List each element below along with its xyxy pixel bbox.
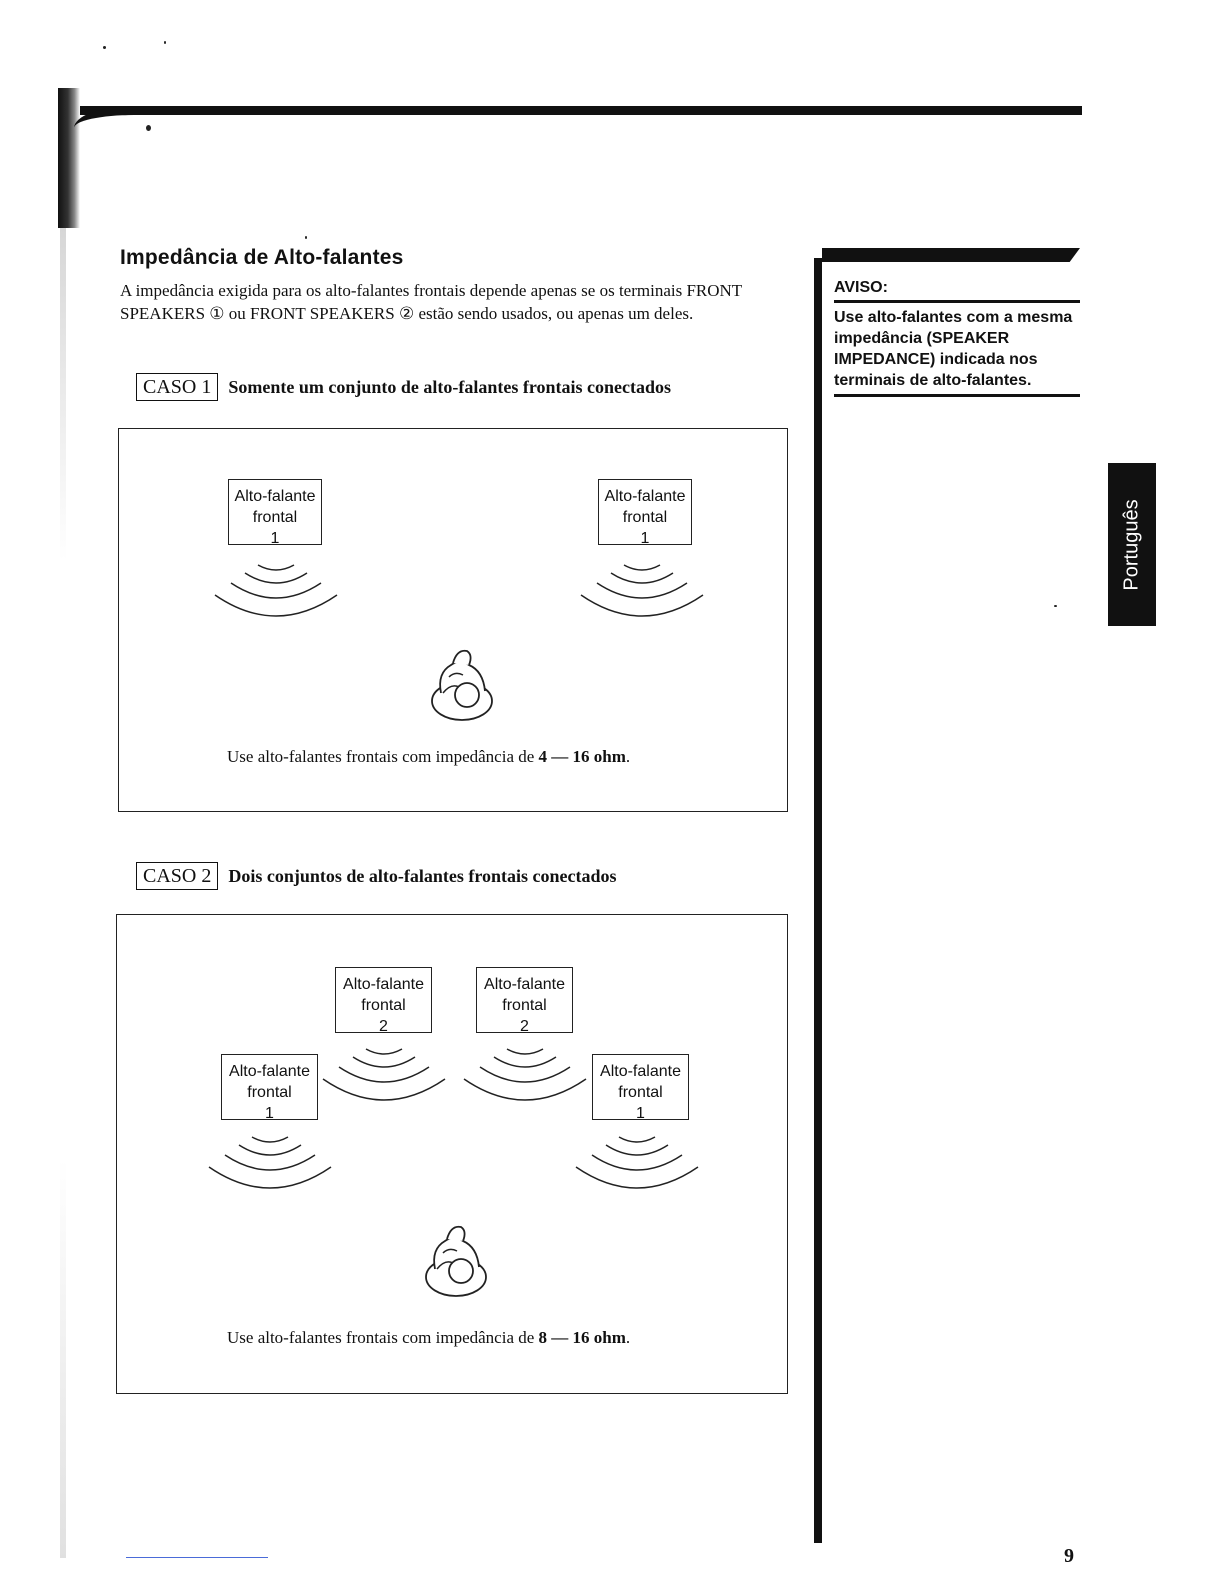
case2-speaker-left-1 [221, 1054, 318, 1120]
case2-impedance-note [227, 1328, 630, 1348]
speaker-label: Alto-falante [343, 976, 424, 993]
sound-waves-icon [572, 1127, 702, 1207]
top-rule [80, 106, 1082, 115]
note-text: Use alto-falantes frontais com impedância de [227, 747, 539, 766]
speaker-number: 1 [270, 530, 280, 547]
sound-waves-icon [460, 1039, 590, 1119]
scan-edge-shadow [58, 88, 80, 228]
intro-paragraph: A impedância exigida para os alto-falantes frontais depende apenas se os terminais FRONT SPEAKERS ① ou FRONT SPEAKERS ② estão sendo usados, ou apenas um deles. [120, 281, 742, 323]
aviso-title: AVISO: [834, 279, 888, 296]
speaker-number: 1 [636, 1105, 645, 1122]
sound-waves-icon [577, 555, 707, 635]
language-tab [1108, 463, 1156, 626]
speaker-number: 2 [379, 1018, 388, 1035]
aviso-rule-bottom [834, 394, 1080, 397]
impedance-value: 8 — 16 ohm [538, 1328, 626, 1347]
speaker-label: Alto-falante [600, 1063, 681, 1080]
footer-line [126, 1557, 268, 1558]
aviso-rule-top [834, 300, 1080, 303]
speaker-label: Alto-falante [604, 488, 686, 505]
page-number: 9 [1064, 1545, 1074, 1567]
scan-speck [103, 46, 106, 49]
case2-speaker-right-1 [592, 1054, 689, 1120]
case1-impedance-note [227, 747, 630, 767]
speaker-label: frontal [247, 1084, 292, 1101]
scan-edge-fade [60, 228, 66, 1558]
scan-speck [146, 125, 151, 131]
sound-waves-icon [211, 555, 341, 635]
case2-header [136, 862, 617, 890]
note-text: . [625, 1328, 631, 1347]
scan-speck [305, 236, 307, 239]
case1-speaker-right [598, 479, 692, 545]
speaker-number: 2 [520, 1018, 529, 1035]
sound-waves-icon [205, 1127, 335, 1207]
speaker-label: Alto-falante [234, 488, 316, 505]
scan-speck [1054, 605, 1057, 607]
speaker-label: frontal [252, 509, 298, 526]
case1-title: Somente um conjunto de alto-falantes frontais conectados [228, 376, 672, 397]
language-tab-label: Português [1120, 498, 1143, 591]
section-title: Impedância de Alto-falantes [120, 246, 404, 269]
speaker-number: 1 [265, 1105, 274, 1122]
speaker-label: Alto-falante [229, 1063, 310, 1080]
sound-waves-icon [319, 1039, 449, 1119]
case1-speaker-left [228, 479, 322, 545]
case2-title: Dois conjuntos de alto-falantes frontais conectados [228, 865, 617, 886]
sidebar-top-bar [822, 248, 1080, 262]
speaker-label: frontal [618, 1084, 663, 1101]
note-text: Use alto-falantes frontais com impedância de [227, 1328, 539, 1347]
speaker-label: Alto-falante [484, 976, 565, 993]
column-divider-tip [814, 1530, 822, 1542]
case2-speaker-left-2 [335, 967, 432, 1033]
aviso-text: Use alto-falantes com a mesma impedância (SPEAKER IMPEDANCE) indicada nos terminais de alto-falantes. [834, 309, 1073, 389]
speaker-label: frontal [502, 997, 547, 1014]
listener-icon [429, 643, 499, 725]
speaker-label: frontal [361, 997, 406, 1014]
speaker-number: 1 [640, 530, 650, 547]
listener-icon [423, 1219, 493, 1301]
case1-tag: CASO 1 [136, 373, 218, 401]
case1-diagram [118, 428, 788, 812]
note-text: . [625, 747, 631, 766]
case2-speaker-right-2 [476, 967, 573, 1033]
column-divider [814, 258, 822, 1543]
speaker-label: frontal [622, 509, 668, 526]
impedance-value: 4 — 16 ohm [538, 747, 626, 766]
case1-header [136, 373, 671, 401]
case2-diagram [116, 914, 788, 1394]
scan-speck [164, 41, 166, 44]
case2-tag: CASO 2 [136, 862, 218, 890]
